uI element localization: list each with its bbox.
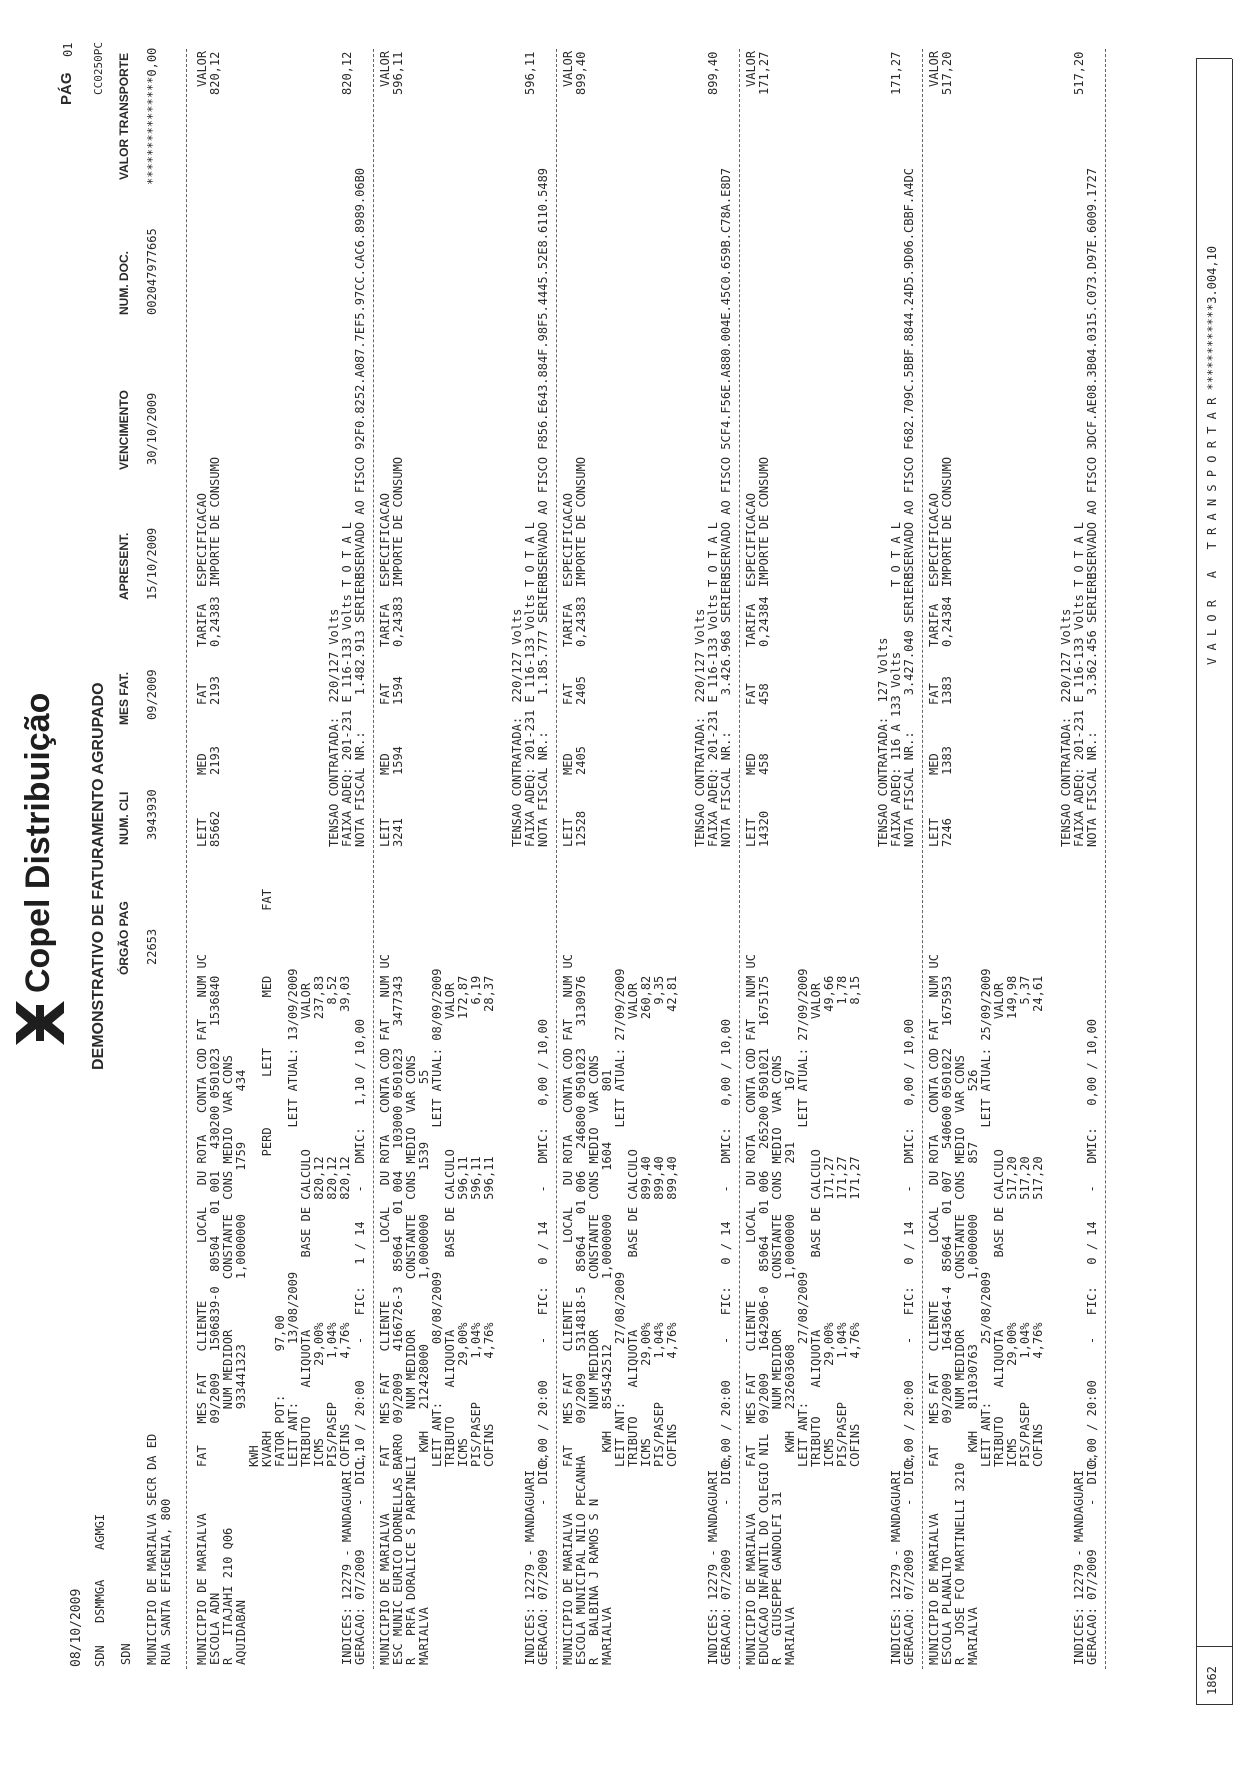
entry-especificacao: ESPECIFICACAO (561, 493, 575, 587)
entry-fat-header: FAT MES FAT CLIENTE LOCAL DU ROTA CONTA COD FAT NUM UC (927, 954, 941, 1467)
entry-tensao: TENSAO CONTRATADA: 220/127 Volts (693, 608, 707, 847)
entry-unit-name: ESC MUNIC EURICO DORNELLAS BARRO (391, 1433, 405, 1665)
entry-extra-line: KVARH PERD LEIT MED FAT (260, 889, 274, 1467)
entry-fisco: RESERVADO AO FISCO F856.E643.884F.98F5.4445.52E8.6110.5489 (536, 167, 550, 587)
entry-street: R ITAJAHI 210 Q06 (221, 1527, 235, 1665)
entry-tarifa-value: 0,24383 (208, 596, 222, 647)
entry-block (196, 0, 379, 1765)
entry-leit-label: LEIT (744, 818, 758, 847)
entry-street: R BALBINA J RAMOS S N (587, 1498, 601, 1665)
entry-total-label: T O T A L (889, 521, 903, 587)
entry-fat-header: FAT MES FAT CLIENTE LOCAL DU ROTA CONTA COD FAT NUM UC (378, 954, 392, 1467)
footer-right-border (1196, 58, 1232, 59)
entry-dic-line: 1,10 / 20:00 - FIC: 1 / 14 - DMIC: 1,10 / 10,00 (353, 1019, 367, 1467)
entry-medidor-header: NUM MEDIDOR CONSTANTE CONS MEDIO VAR CONS (770, 1055, 784, 1467)
entry-tarifa-value: 0,24383 (391, 596, 405, 647)
entry-faixa: FAIXA ADEQ: 116 A 133 Volts (889, 651, 903, 847)
brand-name: Copel Distribuição (19, 692, 57, 993)
entry-dic-line: 0,00 / 20:00 - FIC: 0 / 14 - DMIC: 0,00 / 10,00 (1085, 1019, 1099, 1467)
entry-tarifa-label: TARIFA (195, 603, 209, 647)
entry-tarifa-label: TARIFA (378, 603, 392, 647)
entry-med-label: MED (744, 753, 758, 775)
entry-medidor-values: KWH 212428000 1,0000000 1539 55 (417, 1069, 431, 1467)
entry-leit-value: 3241 (391, 818, 405, 847)
entry-unit-name: ESCOLA MUNICIPAL NILO PECANHA (574, 1455, 588, 1665)
entry-pis: PIS/PASEP 1,04% 596,11 6,19 (469, 975, 483, 1467)
entry-total-label: T O T A L (1072, 521, 1086, 587)
entry-cofins: COFINS 4,76% 517,20 24,61 (1031, 975, 1045, 1467)
summary-valor-transporte: ***************0,00 (145, 47, 159, 185)
entry-medidor-header: NUM MEDIDOR CONSTANTE CONS MEDIO VAR CONS (587, 1055, 601, 1467)
entry-total: 171,27 (889, 51, 903, 95)
entry-total: 596,11 (523, 51, 537, 95)
entry-valor-label: VALOR (561, 50, 575, 87)
entry-importe: IMPORTE DE CONSUMO (574, 456, 588, 587)
entry-med-label: MED (378, 753, 392, 775)
entry-dic-line: 0,00 / 20:00 - FIC: 0 / 14 - DMIC: 0,00 / 10,00 (719, 1019, 733, 1467)
entry-city: MARIALVA (600, 1607, 614, 1665)
entry-leit-value: 14320 (757, 810, 771, 847)
entry-geracao: GERACAO: 07/2009 - DIC: (902, 1455, 916, 1665)
entry-city: MARIALVA (417, 1607, 431, 1665)
report-title: DEMONSTRATIVO DE FATURAMENTO AGRUPADO (90, 682, 107, 1070)
page-number: 01 (61, 42, 75, 57)
entry-pis: PIS/PASEP 1,04% 517,20 5,37 (1018, 975, 1032, 1467)
entry-icms: ICMS 29,00% 517,20 149,98 (1005, 975, 1019, 1467)
entry-client-name: MUNICIPIO DE MARIALVA (378, 1513, 392, 1665)
col-vencimento: VENCIMENTO (117, 390, 131, 470)
entry-dic-line: 0,00 / 20:00 - FIC: 0 / 14 - DMIC: 0,00 / 10,00 (536, 1019, 550, 1467)
entry-leit-dates: LEIT ANT: 08/08/2009 LEIT ATUAL: 08/09/2009 (430, 968, 444, 1467)
entry-leit-label: LEIT (927, 818, 941, 847)
entry-fat-values: 09/2009 5314818-5 85064 01 006 246800 0501023 3130976 (574, 975, 588, 1467)
entry-pis: PIS/PASEP 1,04% 820,12 8,52 (325, 975, 339, 1467)
entry-extra-line: KWH (247, 1445, 261, 1467)
entry-cofins: COFINS 4,76% 171,27 8,15 (848, 975, 862, 1467)
entry-block (562, 0, 745, 1765)
entry-geracao: GERACAO: 07/2009 - DIC: (719, 1455, 733, 1665)
entry-street: R GIUSEPPE GANDOLFI 31 (770, 1491, 784, 1665)
entry-fat-label: FAT (378, 683, 392, 705)
entry-importe: IMPORTE DE CONSUMO (208, 456, 222, 587)
entry-unit-name: ESCOLA PLANALTO (940, 1556, 954, 1665)
entry-block (745, 0, 928, 1765)
entry-fat-values: 09/2009 1642906-0 85064 01 006 265200 0501021 1675175 (757, 975, 771, 1467)
entry-fat-value: 1383 (940, 676, 954, 705)
entry-tarifa-label: TARIFA (744, 603, 758, 647)
entry-faixa: FAIXA ADEQ: 201-231 E 116-133 Volts (523, 594, 537, 847)
entry-medidor-values: 933441323 1,0000000 1759 434 (234, 1069, 248, 1467)
entry-tributo-header: TRIBUTO ALIQUOTA BASE DE CALCULO VALOR (809, 982, 823, 1467)
entry-dic-line: 0,00 / 20:00 - FIC: 0 / 14 - DMIC: 0,00 / 10,00 (902, 1019, 916, 1467)
entry-geracao: GERACAO: 07/2009 - DIC: (536, 1455, 550, 1665)
entry-valor-label: VALOR (378, 50, 392, 87)
entry-block (928, 0, 1111, 1765)
entry-tensao: TENSAO CONTRATADA: 220/127 Volts (1059, 608, 1073, 847)
entry-leit-value: 12528 (574, 810, 588, 847)
entry-valor: 171,27 (757, 51, 771, 95)
entry-leit-label: LEIT (378, 818, 392, 847)
entry-nota-fiscal: NOTA FISCAL NR.: 3.362.456 SERIE B (1085, 572, 1099, 847)
entry-tributo-header: TRIBUTO ALIQUOTA BASE DE CALCULO VALOR (626, 982, 640, 1467)
entry-med-value: 458 (757, 753, 771, 775)
entry-indices: INDICES: 12279 - MANDAGUARI (889, 1469, 903, 1665)
entry-fisco: RESERVADO AO FISCO 3DCF.AE08.3B04.0315.C073.D97E.6009.1727 (1085, 167, 1099, 587)
entry-unit-name: EDUCACAO INFANTIL DO COLEGIO NIL (757, 1433, 771, 1665)
client-address: RUA SANTA EFIGENIA, 800 (159, 1498, 173, 1665)
footer-left-border (1196, 1704, 1232, 1705)
entry-tarifa-value: 0,24383 (574, 596, 588, 647)
entry-faixa: FAIXA ADEQ: 201-231 E 116-133 Volts (706, 594, 720, 847)
entry-fat-values: 09/2009 1506839-0 80504 01 001 430200 0501023 1536840 (208, 975, 222, 1467)
entry-med-label: MED (927, 753, 941, 775)
entry-fat-label: FAT (561, 683, 575, 705)
entry-total: 820,12 (340, 51, 354, 95)
entry-importe: IMPORTE DE CONSUMO (757, 456, 771, 587)
entry-med-value: 2193 (208, 746, 222, 775)
entry-tributo-header: TRIBUTO ALIQUOTA BASE DE CALCULO VALOR (299, 982, 313, 1467)
entry-tarifa-value: 0,24384 (940, 596, 954, 647)
entry-icms: ICMS 29,00% 171,27 49,66 (822, 975, 836, 1467)
summary-mes-fat: 09/2009 (145, 669, 159, 720)
entry-pis: PIS/PASEP 1,04% 171,27 1,78 (835, 975, 849, 1467)
entry-fat-label: FAT (927, 683, 941, 705)
entry-indices: INDICES: 12279 - MANDAGUARI (706, 1469, 720, 1665)
entry-fat-value: 2405 (574, 676, 588, 705)
entry-separator (922, 49, 923, 1669)
entry-fat-label: FAT (744, 683, 758, 705)
col-apresent: APRESENT. (117, 532, 131, 600)
footer-page-number: 1862 (1205, 1666, 1219, 1695)
entry-med-value: 2405 (574, 746, 588, 775)
entry-valor-label: VALOR (927, 50, 941, 87)
entry-fat-header: FAT MES FAT CLIENTE LOCAL DU ROTA CONTA COD FAT NUM UC (744, 954, 758, 1467)
print-date: 08/10/2009 (69, 1588, 84, 1667)
col-sdn: SDN (119, 1643, 133, 1665)
col-mes-fat: MES FAT. (117, 671, 131, 725)
entry-total: 899,40 (706, 51, 720, 95)
entry-medidor-header: NUM MEDIDOR CONSTANTE CONS MEDIO VAR CONS (953, 1055, 967, 1467)
entry-med-value: 1383 (940, 746, 954, 775)
entry-separator (373, 49, 374, 1669)
footer-top-border (1196, 59, 1197, 1705)
entry-fat-values: 09/2009 4166726-3 85064 01 004 103000 0501023 3477343 (391, 975, 405, 1467)
entry-tensao: TENSAO CONTRATADA: 220/127 Volts (510, 608, 524, 847)
footer-bottom-border (1232, 59, 1233, 1705)
sdn-code: DSMMGA (93, 1579, 107, 1623)
entry-city: AQUIDABAN (234, 1599, 248, 1665)
entry-medidor-header: NUM MEDIDOR CONSTANTE CONS MEDIO VAR CONS (221, 1055, 235, 1467)
entry-valor-label: VALOR (195, 50, 209, 87)
entry-leit-dates: LEIT ANT: 27/08/2009 LEIT ATUAL: 27/09/2009 (613, 968, 627, 1467)
entry-indices: INDICES: 12279 - MANDAGUARI (1072, 1469, 1086, 1665)
entry-extra-line: FATOR POT: 97,00 (273, 1315, 287, 1467)
entry-medidor-values: KWH 232603608 1,0000000 291 167 (783, 1069, 797, 1467)
entry-nota-fiscal: NOTA FISCAL NR.: 3.426.968 SERIE B (719, 572, 733, 847)
entry-fat-header: FAT MES FAT CLIENTE LOCAL DU ROTA CONTA COD FAT NUM UC (195, 954, 209, 1467)
entry-leit-value: 7246 (940, 818, 954, 847)
entry-fat-header: FAT MES FAT CLIENTE LOCAL DU ROTA CONTA COD FAT NUM UC (561, 954, 575, 1467)
entry-cofins: COFINS 4,76% 899,40 42,81 (665, 975, 679, 1467)
entry-nota-fiscal: NOTA FISCAL NR.: 3.427.040 SERIE B (902, 572, 916, 847)
sdn-label: SDN (93, 1645, 107, 1667)
entry-fat-value: 1594 (391, 676, 405, 705)
summary-apresent: 15/10/2009 (145, 527, 159, 600)
entry-tarifa-value: 0,24384 (757, 596, 771, 647)
entry-separator (739, 49, 740, 1669)
summary-num-cli: 3943930 (145, 789, 159, 840)
entry-leit-dates: LEIT ANT: 27/08/2009 LEIT ATUAL: 27/09/2009 (796, 968, 810, 1467)
entry-especificacao: ESPECIFICACAO (195, 493, 209, 587)
entry-valor-label: VALOR (744, 50, 758, 87)
entry-icms: ICMS 29,00% 596,11 172,87 (456, 975, 470, 1467)
separator-top (186, 49, 187, 1669)
entry-fisco: RESERVADO AO FISCO F682.709C.5BBF.8844.24D5.9D06.CBBF.A4DC (902, 167, 916, 587)
entry-tributo-header: TRIBUTO ALIQUOTA BASE DE CALCULO VALOR (992, 982, 1006, 1467)
entry-total-label: T O T A L (706, 521, 720, 587)
entry-total-label: T O T A L (340, 521, 354, 587)
form-code: CC0250PC (92, 42, 105, 95)
entry-fat-values: 09/2009 1643664-4 85064 01 007 540600 0501022 1675953 (940, 975, 954, 1467)
entry-unit-name: ESCOLA ADN (208, 1592, 222, 1665)
entry-especificacao: ESPECIFICACAO (744, 493, 758, 587)
entry-leit-label: LEIT (195, 818, 209, 847)
valor-a-transportar: V A L O R A T R A N S P O R T A R ************3.004,10 (1205, 245, 1219, 665)
entry-medidor-header: NUM MEDIDOR CONSTANTE CONS MEDIO VAR CONS (404, 1055, 418, 1467)
entry-indices: INDICES: 12279 - MANDAGUARI (340, 1469, 354, 1665)
col-num-doc: NUM. DOC. (117, 251, 131, 315)
entry-med-label: MED (195, 753, 209, 775)
entry-nota-fiscal: NOTA FISCAL NR.: 1.185.777 SERIE B (536, 572, 550, 847)
entry-importe: IMPORTE DE CONSUMO (391, 456, 405, 587)
entry-tarifa-label: TARIFA (561, 603, 575, 647)
entry-medidor-values: KWH 854542512 1,0000000 1604 801 (600, 1069, 614, 1467)
entry-street: R PRFA DORALICE S PARPINELI (404, 1455, 418, 1665)
entry-med-value: 1594 (391, 746, 405, 775)
col-num-cli: NUM. CLI (117, 791, 131, 845)
col-valor-transporte: VALOR TRANSPORTE (117, 52, 131, 180)
entry-importe: IMPORTE DE CONSUMO (940, 456, 954, 587)
entry-fat-value: 2193 (208, 676, 222, 705)
col-orgao-pag: ÓRGÃO PAG (117, 901, 131, 975)
entry-valor: 517,20 (940, 51, 954, 95)
entry-indices: INDICES: 12279 - MANDAGUARI (523, 1469, 537, 1665)
entry-leit-dates: LEIT ANT: 25/08/2009 LEIT ATUAL: 25/09/2009 (979, 968, 993, 1467)
entry-faixa: FAIXA ADEQ: 201-231 E 116-133 Volts (340, 594, 354, 847)
entry-separator (556, 49, 557, 1669)
entry-tarifa-label: TARIFA (927, 603, 941, 647)
footer-divider (1196, 1646, 1232, 1647)
agmgi-code: AGMGI (93, 1513, 107, 1550)
entry-client-name: MUNICIPIO DE MARIALVA (744, 1513, 758, 1665)
entry-pis: PIS/PASEP 1,04% 899,40 9,35 (652, 975, 666, 1467)
entry-total: 517,20 (1072, 51, 1086, 95)
entry-block (379, 0, 562, 1765)
entry-separator (1105, 49, 1106, 1669)
entry-icms: ICMS 29,00% 899,40 260,82 (639, 975, 653, 1467)
entry-icms: ICMS 29,00% 820,12 237,83 (312, 975, 326, 1467)
summary-vencimento: 30/10/2009 (145, 392, 159, 465)
copel-logo-icon (14, 999, 66, 1047)
entry-client-name: MUNICIPIO DE MARIALVA (927, 1513, 941, 1665)
entry-especificacao: ESPECIFICACAO (927, 493, 941, 587)
client-name: MUNICIPIO DE MARIALVA SECR DA ED (145, 1433, 159, 1665)
entry-geracao: GERACAO: 07/2009 - DIC: (1085, 1455, 1099, 1665)
summary-num-doc: 002047977665 (145, 228, 159, 315)
entry-cofins: COFINS 4,76% 596,11 28,37 (482, 975, 496, 1467)
entry-client-name: MUNICIPIO DE MARIALVA (561, 1513, 575, 1665)
entry-tributo-header: TRIBUTO ALIQUOTA BASE DE CALCULO VALOR (443, 982, 457, 1467)
entry-fat-label: FAT (195, 683, 209, 705)
entry-leit-dates: LEIT ANT: 13/08/2009 LEIT ATUAL: 13/09/2009 (286, 968, 300, 1467)
page-label: PÁG (58, 72, 75, 105)
entry-tensao: TENSAO CONTRATADA: 127 Volts (876, 637, 890, 847)
summary-orgao-pag: 22653 (145, 928, 159, 965)
entry-leit-label: LEIT (561, 818, 575, 847)
entry-city: MARIALVA (966, 1607, 980, 1665)
entry-faixa: FAIXA ADEQ: 201-231 E 116-133 Volts (1072, 594, 1086, 847)
entry-street: R JOSE FCO MARTINELLI 3210 (953, 1462, 967, 1665)
entry-medidor-values: KWH 811030763 1,0000000 857 526 (966, 1069, 980, 1467)
entry-nota-fiscal: NOTA FISCAL NR.: 1.482.913 SERIE B (353, 572, 367, 847)
entry-fat-value: 458 (757, 683, 771, 705)
entry-valor: 596,11 (391, 51, 405, 95)
entry-fisco: RESERVADO AO FISCO 5CF4.F56E.A880.004E.45C0.659B.C78A.E8D7 (719, 167, 733, 587)
entry-city: MARIALVA (783, 1607, 797, 1665)
entry-leit-value: 85662 (208, 810, 222, 847)
entry-fisco: RESERVADO AO FISCO 92F0.8252.A087.7EF5.97CC.CAC6.8989.06B0 (353, 167, 367, 587)
entry-valor: 899,40 (574, 51, 588, 95)
entry-geracao: GERACAO: 07/2009 - DIC: (353, 1455, 367, 1665)
entry-especificacao: ESPECIFICACAO (378, 493, 392, 587)
entry-total-label: T O T A L (523, 521, 537, 587)
entry-cofins: COFINS 4,76% 820,12 39,03 (338, 975, 352, 1467)
entry-tensao: TENSAO CONTRATADA: 220/127 Volts (327, 608, 341, 847)
entry-valor: 820,12 (208, 51, 222, 95)
entry-client-name: MUNICIPIO DE MARIALVA (195, 1513, 209, 1665)
entry-med-label: MED (561, 753, 575, 775)
